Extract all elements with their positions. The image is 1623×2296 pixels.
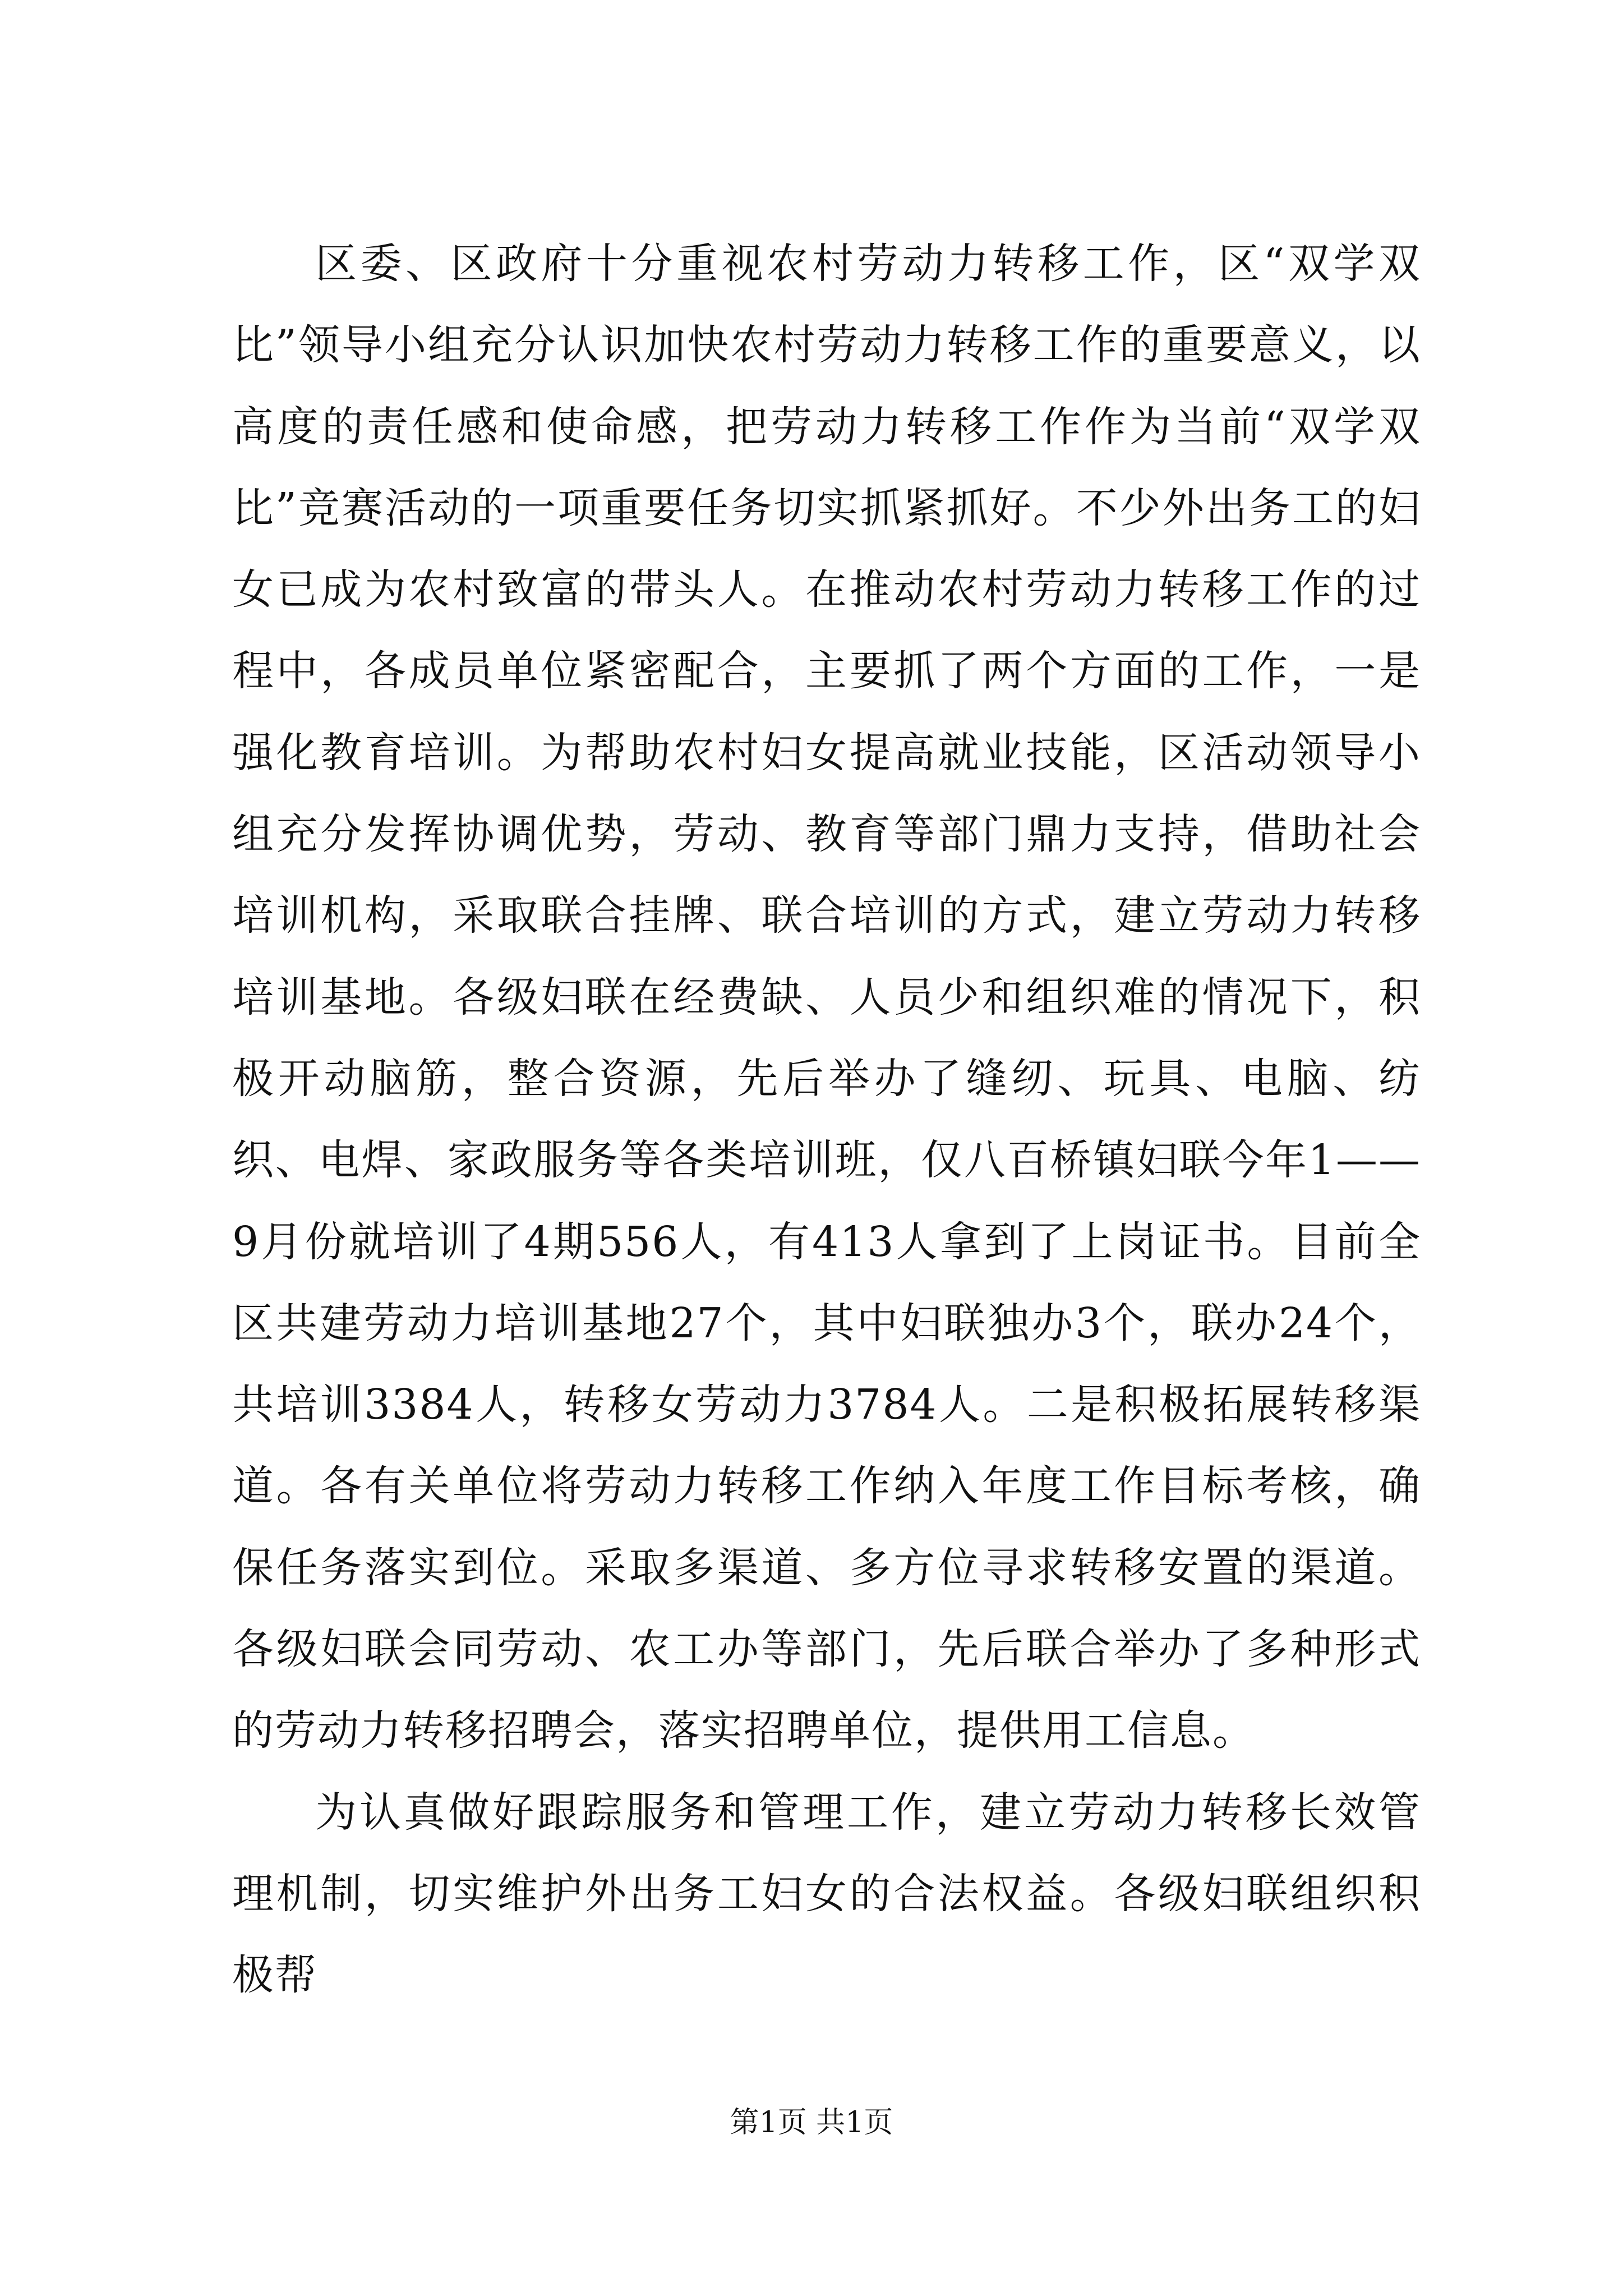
document-body <box>232 223 1421 2017</box>
paragraph: 区委、区政府十分重视农村劳动力转移工作，区“双学双比”领导小组充分认识加快农村劳动力转移工作的重要意义，以高度的责任感和使命感，把劳动力转移工作作为当前“双学双比”竞赛活动的一项重要任务切实抓紧抓好。不少外出务工的妇女已成为农村致富的带头人。在推动农村劳动力转移工作的过程中，各成员单位紧密配合，主要抓了两个方面的工作，一是强化教育培训。为帮助农村妇女提高就业技能，区活动领导小组充分发挥协调优势，劳动、教育等部门鼎力支持，借助社会培训机构，采取联合挂牌、联合培训的方式，建立劳动力转移培训基地。各级妇联在经费缺、人员少和组织难的情况下，积极开动脑筋，整合资源，先后举办了缝纫、玩具、电脑、纺织、电焊、家政服务等各类培训班，仅八百桥镇妇联今年1——9月份就培训了4期556人，有413人拿到了上岗证书。目前全区共建劳动力培训基地27个，其中妇联独办3个，联办24个，共培训3384人，转移女劳动力3784人。二是积极拓展转移渠道。各有关单位将劳动力转移工作纳入年度工作目标考核，确保任务落实到位。采取多渠道、多方位寻求转移安置的渠道。各级妇联会同劳动、农工办等部门，先后联合举办了多种形式的劳动力转移招聘会，落实招聘单位，提供用工信息。 <box>232 240 1421 1755</box>
page-footer: 第1页 共1页 <box>730 2106 893 2139</box>
paragraph: 为认真做好跟踪服务和管理工作，建立劳动力转移长效管理机制，切实维护外出务工妇女的合法权益。各级妇联组织积极帮 <box>232 1788 1421 2000</box>
